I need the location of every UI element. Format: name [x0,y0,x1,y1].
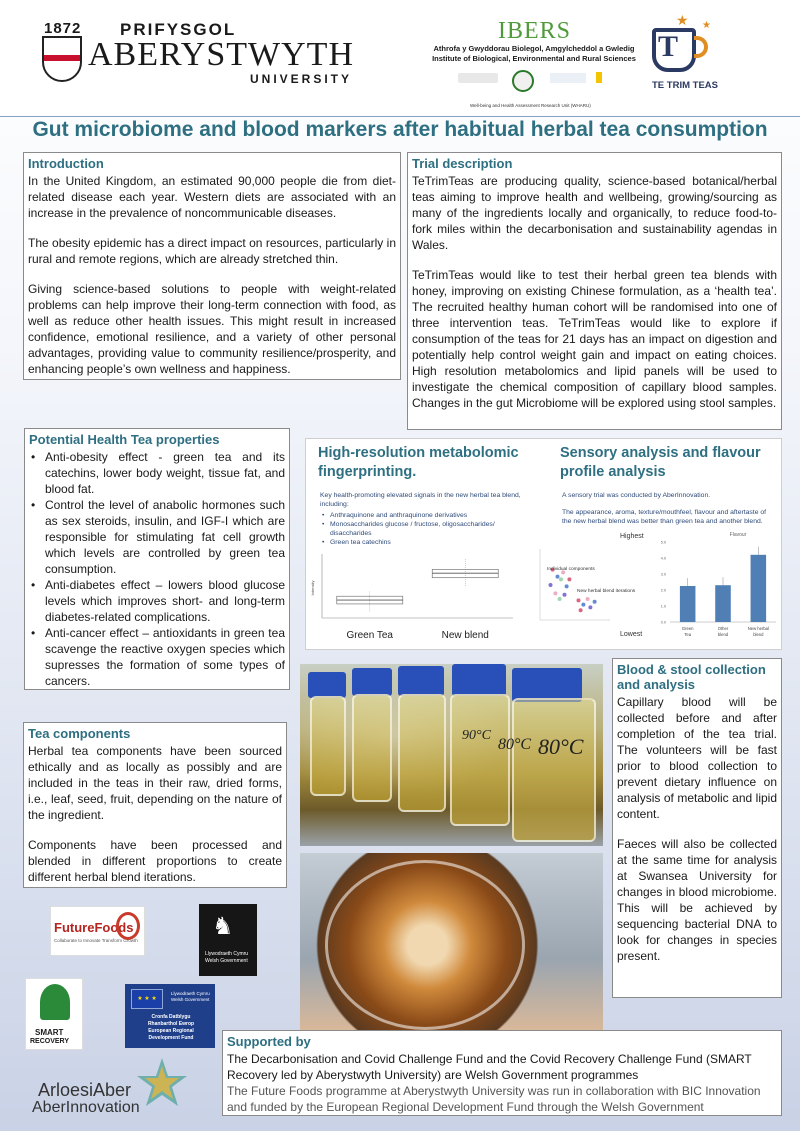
university-crest-icon [42,36,82,82]
components-paragraph-1: Herbal tea components have been sourced ethically and as locally as possibly and are included in the teas in their raw, dried forms, i.e., leaf, seed, fruit, depending on the nature of the ingredient. [28,744,282,822]
trial-paragraph-1: TeTrimTeas are producing quality, science-based botanical/herbal teas aiming to improve health and wellbeing, growing/sourcing as many of the ingredients locally and organically, to reduce food-to-fork miles within the decarbonisation and sustainability agendas in Wales. [412,174,777,252]
erdf-welsh-gov-english: Welsh Government [171,997,210,1002]
sensory-heading: Sensory analysis and flavour profile analysis [560,445,761,480]
trial-paragraph-2: TeTrimTeas would like to test their herbal green tea blends with honey, improving on existing Chinese formulation, as a ‘health tea’. The recruited healthy human cohort will be randomised into one of three intervention teas. TeTrimTeas would like to explore if consumption of the teas for 21 days has an impact on digestion and potentially help control weight gain and impact on eating choices. High resolution metabolomics and lipid panels will be used to investigate the chemical composition of capillary blood samples. Changes in the gut Microbiome will be explored using stool samples. [412,268,777,410]
scatter-point [588,605,592,609]
bar [680,586,696,622]
chart-title: Flavour [729,532,747,538]
arloesiaber-name: ArloesiAber [38,1080,132,1100]
star-icon: ★ [676,12,689,28]
ibers-english-name: Institute of Biological, Environmental and Rural Sciences [432,54,636,63]
y-tick-label: 4.0 [660,556,666,561]
scatter-point [586,597,590,601]
metabolomic-list [322,511,532,547]
partner-logo-yellow [596,72,602,83]
supported-paragraph-1: The Decarbonisation and Covid Challenge Fund and the Covid Recovery Challenge Fund (SMART Recovery led by Aberystwyth University) are Welsh Government programmes [227,1052,752,1082]
scatter-point [559,577,563,581]
introduction-box [23,152,401,380]
properties-list [29,449,285,689]
university-suffix: UNIVERSITY [250,72,353,86]
jar-label: 90°C [462,728,491,743]
jar [450,694,510,826]
scatter-annotation: Individual components [547,567,595,572]
scatter-annotation: New herbal blend iterations [577,589,636,594]
y-tick-label: 3.0 [660,572,666,577]
jar-cap [308,672,346,698]
tea-jars-photo [300,664,603,846]
blood-paragraph-2: Faeces will also be collected at the same time for analysis at Swansea University for changes in blood microbiome. This will be achieved by sequencing bacterial DNA to look for changes in species present. [617,837,777,963]
ibers-welsh-name: Athrofa y Gwyddorau Biolegol, Amgylcheddol a Gwledig [433,44,635,53]
sensory-text-1: A sensory trial was conducted by AberInnovation. [562,492,711,499]
partner-logo-wharu [512,70,534,92]
supported-paragraph-2: The Future Foods programme at Aberystwyth University was run in collaboration with BIC Innovation and funded by the European Regional Development Fund through the Welsh Government [227,1084,761,1114]
y-label-top: Highest [620,533,644,540]
recovery-text: RECOVERY [30,1038,70,1045]
list-item: • Anti-diabetes effect – lowers blood glucose levels which improves short- and long-term diabetes-related complications. [29,577,285,625]
star-small-icon: ★ [702,20,711,31]
scatter-point [563,593,567,597]
erdf-line-3: Cronfa Datblygu [151,1014,191,1020]
scatter-point [593,600,597,604]
smart-recovery-mark-icon [40,984,70,1020]
x-tick-label: Green Tea [346,630,394,641]
scatter-point [581,603,585,607]
ibers-logo: IBERS [498,18,572,44]
poster-title: Gut microbiome and blood markers after habitual herbal tea consumption [32,118,768,141]
jar [512,698,596,842]
erdf-line-4: Rhanbarthol Ewrop [147,1021,195,1027]
university-prefix: PRIFYSGOL [120,20,237,39]
bar [751,555,767,622]
university-year: 1872 [44,20,82,37]
jar-rim [325,860,525,1030]
futurefoods-tagline: Collaborate to Innovate Transform Growth [54,938,138,943]
jar-label: 80°C [498,736,532,753]
eu-flag-icon: ★ ★ ★ [131,989,163,1009]
blood-paragraph-1: Capillary blood will be collected before and after completion of the tea trial. The volunteers will be fast prior to blood collection to prevent dietary influence on analysis of metabolic and lipid content. [617,695,777,821]
aberinnovation-name: AberInnovation [32,1099,140,1116]
y-tick-label: 1.0 [660,604,666,609]
blood-heading: Blood & stool collection and analysis [617,662,766,692]
list-item: • Green tea catechins [322,538,532,547]
components-box [23,722,287,888]
scatter-point [556,575,560,579]
partner-logo-ibers-small [550,73,586,83]
tetrimteas-t-letter: T [658,30,679,63]
y-tick-label: 5.0 [660,540,666,545]
partner-caption: Well-being and Health Assessment Research Unit (WHARU) [470,103,591,108]
supported-heading: Supported by [227,1034,311,1049]
futurefoods-mark-icon [116,912,140,940]
list-item: • Anti-obesity effect - green tea and its catechins, lower body weight, tissue fat, and blood fat. [29,449,285,497]
list-item: • Anti-cancer effect – antioxidants in green tea scavenge the reactive oxygen species which supresses the formation of some types of cancers. [29,625,285,689]
scatter-point [565,584,569,588]
boxplot-chart [308,548,518,646]
sensory-text-2: The appearance, aroma, texture/mouthfeel, flavour and aftertaste of the new herbal blend was better than green tea and another blend. [562,509,767,525]
dragon-icon: ♞ [212,913,234,940]
y-tick-label: 2.0 [660,588,666,593]
x-tick-label: blend [753,632,764,637]
jar-cap [352,668,392,696]
x-tick-label: New herbal [747,626,769,631]
jar [310,696,346,796]
list-item: • Anthraquinone and anthraquinone derivatives [322,511,532,520]
jar [398,694,446,812]
flavour-bar-chart [618,528,780,646]
smart-text: SMART [35,1028,64,1037]
jar [352,694,392,802]
introduction-paragraph-1: In the United Kingdom, an estimated 90,000 people die from diet-related disease each year. Western diets are associated with an increase in the prevalence of noncommunicable diseases. [28,174,396,220]
metabolomic-text: Key health-promoting elevated signals in the new herbal tea blend, including: [320,492,521,508]
components-heading: Tea components [28,726,131,741]
properties-heading: Potential Health Tea properties [29,432,220,447]
scatter-point [549,583,553,587]
metabolomic-heading: High-resolution metabolomic fingerprinting. [318,445,519,480]
scatter-chart [537,546,636,624]
y-label-bottom: Lowest [620,631,643,638]
scatter-point [567,577,571,581]
jar-cap [398,666,444,696]
supported-box [222,1030,782,1116]
x-tick-label: Tea [684,632,692,637]
introduction-paragraph-3: Giving science-based solutions to people with weight-related problems can help improve their long-term connection with food, as well as reduce other health issues. This might result in increased confidence, emotional resilience, and a variety of other personal advantages, providing value to community resilience/prosperity, and enhancing people’s own wellness and happiness. [28,282,396,376]
erdf-welsh-gov-welsh: Llywodraeth Cymru [171,991,210,996]
aberinnovation-star-icon [135,1056,189,1110]
erdf-line-6: Development Fund [148,1035,194,1041]
jar-label: 80°C [538,734,584,759]
x-tick-label: New blend [441,630,489,641]
scatter-point [553,591,557,595]
list-item: • Control the level of anabolic hormones such as sex steroids, insulin, and IGF-I which are responsible for stimulating fat cell growth which levels are controlled by green tea consumption. [29,497,285,577]
welsh-gov-welsh: Llywodraeth Cymru [205,951,249,957]
properties-box [24,428,290,690]
jar-cap [452,664,506,696]
partner-logo-aber [458,73,498,83]
y-axis-label: Intensity [310,580,315,596]
y-tick-label: 0.0 [660,620,666,625]
welsh-gov-english: Welsh Government [205,958,248,964]
futurefoods-name: FutureFoods [54,920,134,935]
trial-heading: Trial description [412,156,513,171]
scatter-point [577,598,581,602]
trial-box [407,152,782,430]
scatter-point [579,608,583,612]
introduction-paragraph-2: The obesity epidemic has a direct impact on resources, particularly in rural and remote regions, which are already stretched thin. [28,236,396,266]
scatter-point [558,597,562,601]
bar [715,585,731,622]
erdf-line-5: European Regional [148,1028,194,1034]
x-tick-label: blend [717,632,729,637]
list-item: • Monosaccharides glucose / fructose, oligosaccharides/ disaccharides [322,520,532,538]
introduction-heading: Introduction [28,156,104,171]
tetrimteas-brand: TE TRIM TEAS [652,80,718,91]
jar-cap [512,668,582,702]
components-paragraph-2: Components have been processed and blended in different proportions to create different herbal blend iterations. [28,838,282,884]
university-name: ABERYSTWYTH [88,36,354,73]
x-tick-label: Other [717,626,729,631]
blood-stool-box [612,658,782,998]
x-tick-label: Green [681,626,694,631]
